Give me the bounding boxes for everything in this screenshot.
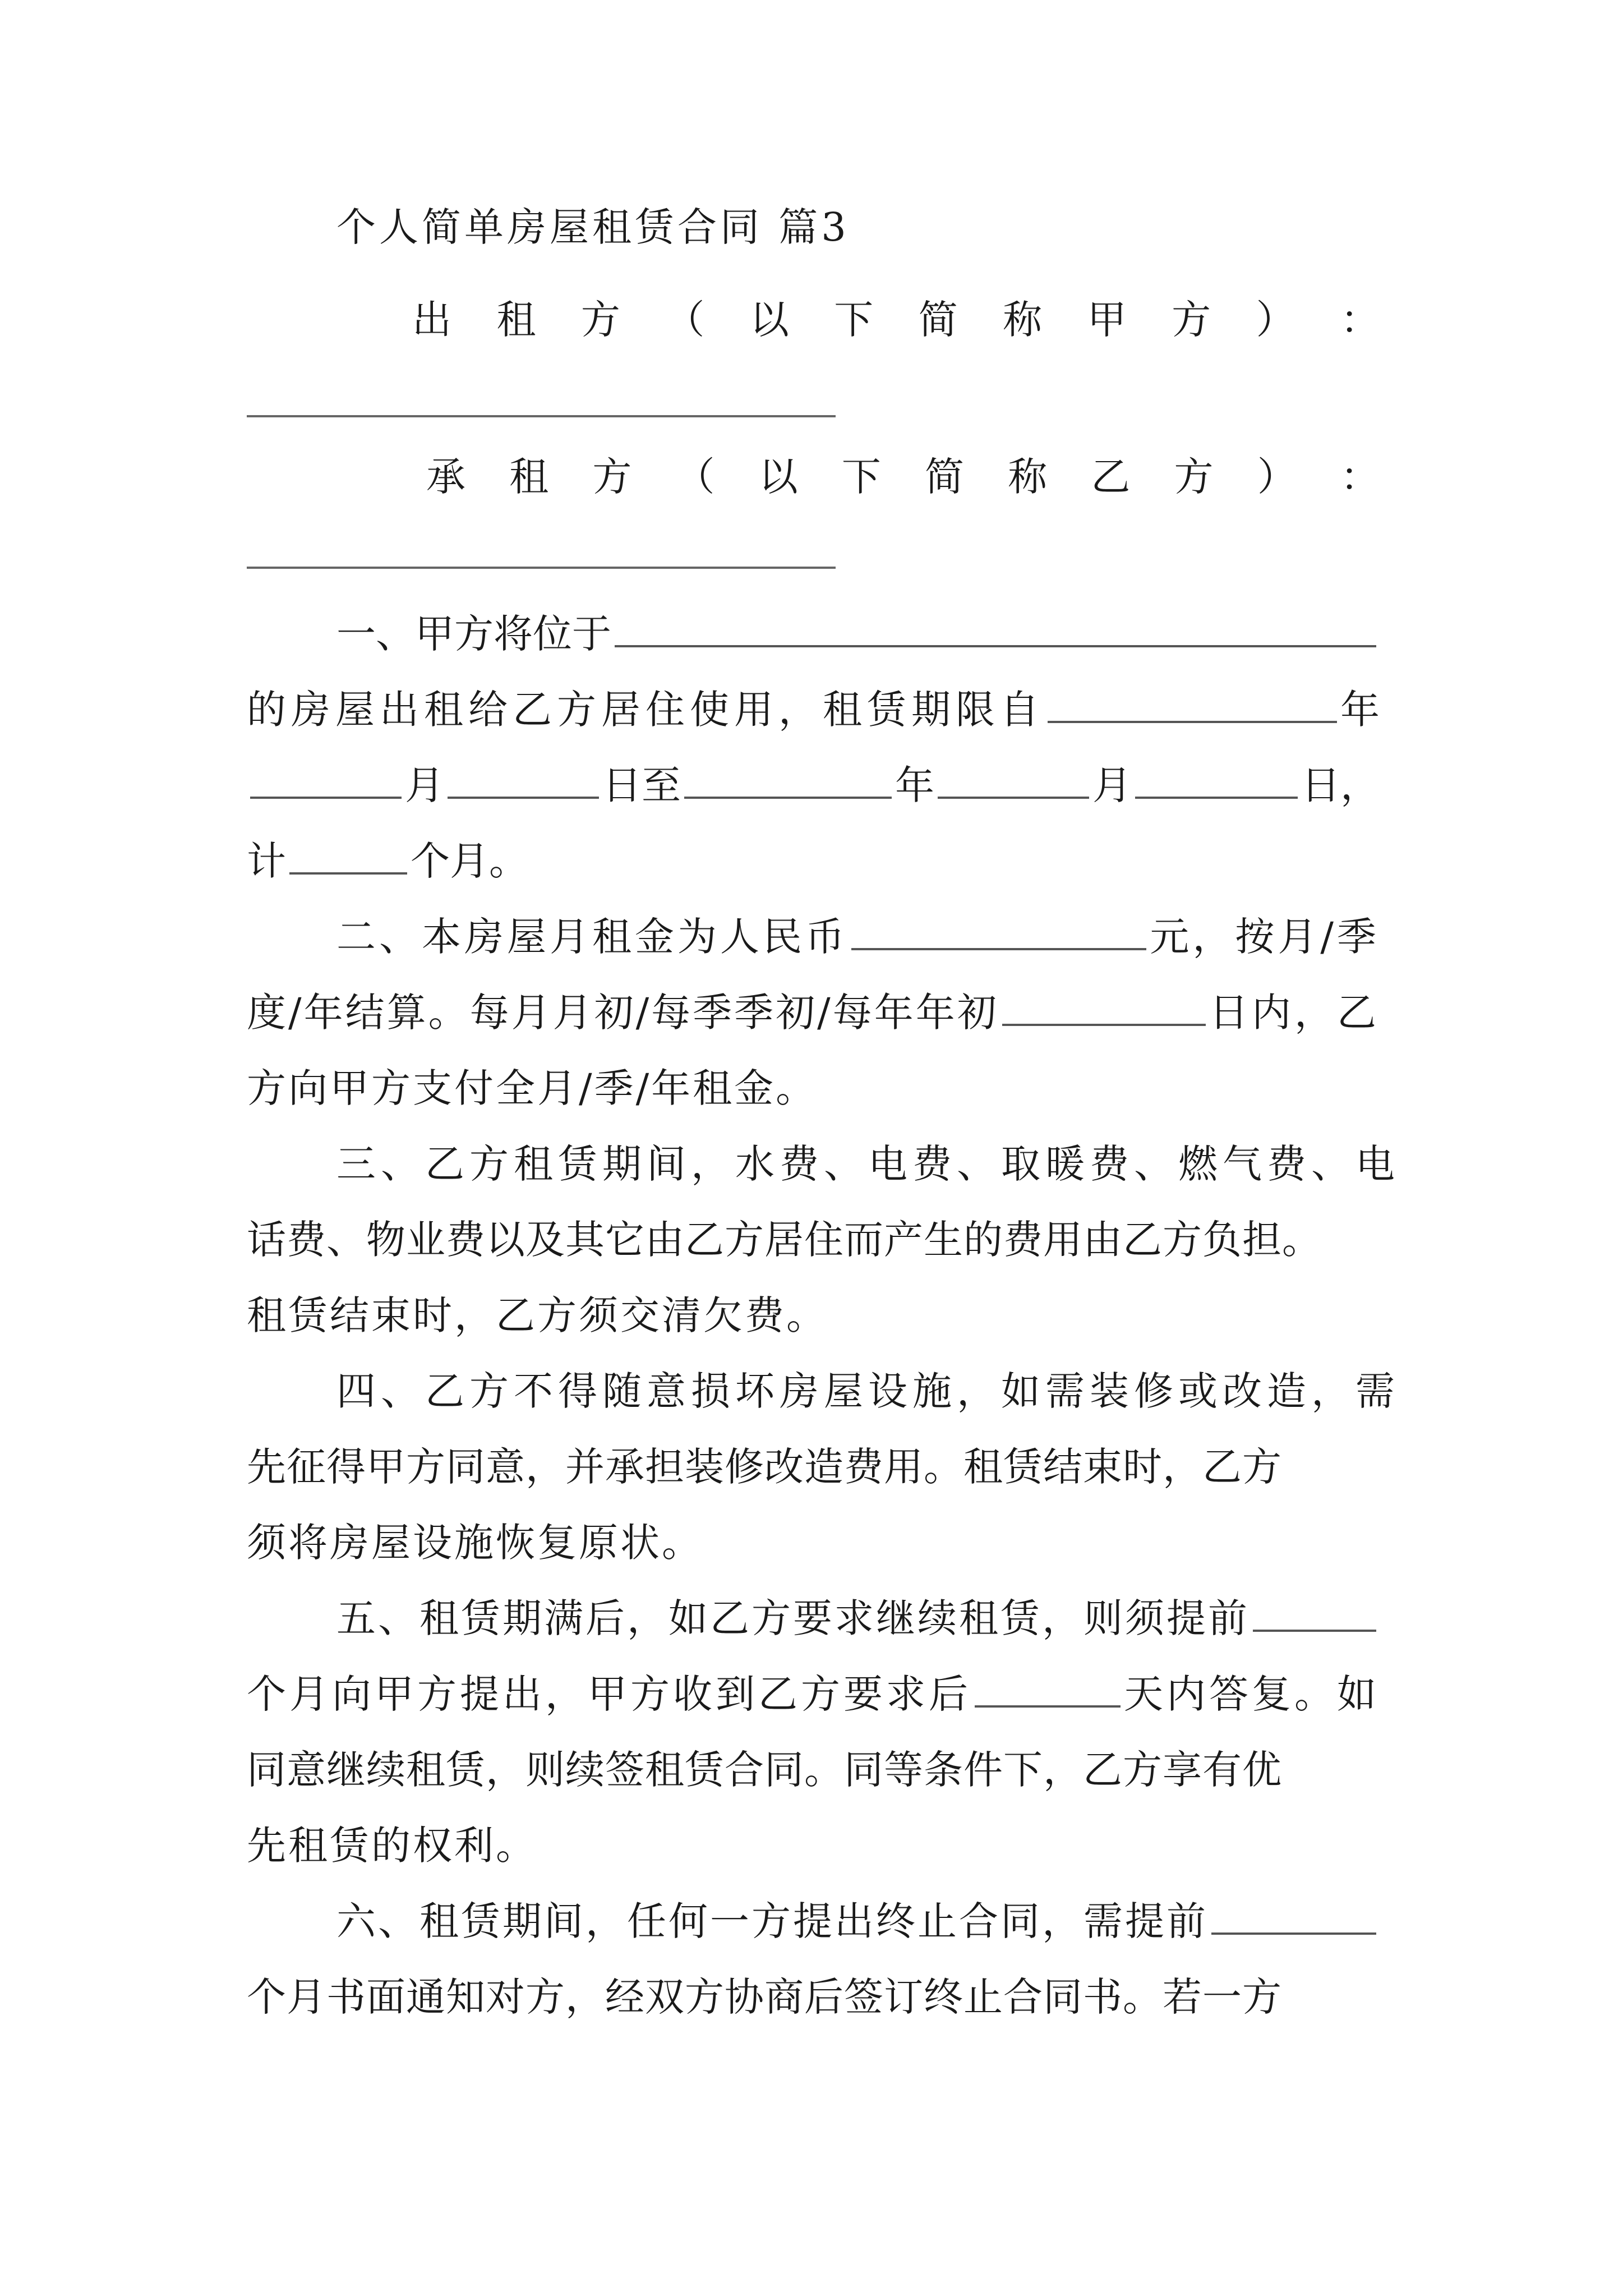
reply-days-blank	[975, 1666, 1121, 1708]
clause-5-text: 五、租赁期满后，如乙方要求继续租赁，则须提前	[336, 1595, 1249, 1641]
clause-1-lead: 一、甲方将位于	[336, 611, 611, 657]
lessee-char: 称	[1008, 454, 1048, 500]
lessor-char: 方	[580, 297, 620, 343]
lessee-char: 方	[1174, 454, 1214, 500]
day-label: 日，	[1301, 762, 1380, 808]
end-month-blank	[938, 757, 1089, 799]
clause-5-text: 个月向甲方提出，甲方收到乙方要求后	[247, 1671, 971, 1717]
clause-3-line-2	[247, 1212, 1380, 1268]
clause-3-line-1	[336, 1136, 1400, 1192]
lessor-char: 下	[834, 297, 874, 343]
renewal-notice-months-blank	[1253, 1590, 1376, 1632]
lessee-char: 以	[758, 454, 798, 500]
clause-2-text: 方向甲方支付全月/季/年租金。	[247, 1065, 818, 1111]
clause-1-line-2	[247, 682, 1380, 738]
clause-4-text: 须将房屋设施恢复原状。	[247, 1520, 703, 1566]
year-label: 年	[1340, 687, 1380, 733]
clause-2-text: 度/年结算。每月月初/每季季初/每年年初	[247, 990, 999, 1036]
clause-2-line-3	[247, 1060, 1380, 1116]
start-day-blank	[448, 757, 599, 799]
total-months-blank	[289, 833, 407, 875]
start-year-blank	[1048, 682, 1337, 723]
clause-5-line-4	[247, 1818, 1380, 1874]
start-month-blank	[250, 757, 402, 799]
clause-5-text: 同意继续租赁，则续签租赁合同。同等条件下，乙方享有优	[247, 1747, 1282, 1793]
clause-2-text: 元，按月/季	[1150, 914, 1380, 960]
month-label: 月	[1092, 762, 1132, 808]
lessee-char: 简	[925, 454, 965, 500]
lessor-char: 方	[1172, 297, 1211, 343]
lessee-label	[426, 449, 1380, 505]
lessor-char: 租	[496, 297, 536, 343]
clause-5-text: 天内答复。如	[1124, 1671, 1380, 1717]
month-label: 月	[405, 762, 444, 808]
year-label: 年	[895, 762, 934, 808]
clause-5-line-1	[336, 1590, 1380, 1646]
lessor-char: 称	[1003, 297, 1043, 343]
lessee-char: 方	[592, 454, 632, 500]
clause-1-line-3	[247, 757, 1380, 813]
document-title: 个人简单房屋租赁合同 篇3	[336, 204, 850, 250]
clause-6-line-1	[336, 1893, 1380, 1949]
lessee-char: ：	[1340, 454, 1380, 500]
clause-3-line-3	[247, 1287, 1380, 1343]
clause-6-text: 六、租赁期间，任何一方提出终止合同，需提前	[336, 1898, 1208, 1944]
clause-4-line-1	[336, 1363, 1400, 1419]
clause-4-line-3	[247, 1515, 1380, 1571]
lessee-char: ）	[1257, 454, 1297, 500]
lessor-char: ）	[1256, 297, 1295, 343]
end-day-blank	[1135, 757, 1298, 799]
clause-2-line-2	[247, 984, 1380, 1041]
clause-1-text: 的房屋出租给乙方居住使用，租赁期限自	[247, 687, 1044, 733]
clause-6-text: 个月书面通知对方，经双方协商后签订终止合同书。若一方	[247, 1974, 1282, 2020]
lessee-name-line	[247, 567, 836, 569]
lessor-char: ：	[1340, 297, 1380, 343]
lessor-char: 甲	[1087, 297, 1127, 343]
lessee-char: （	[675, 454, 715, 500]
clause-2-line-1	[336, 909, 1380, 965]
termination-notice-months-blank	[1211, 1893, 1376, 1935]
months-label: 个月。	[411, 838, 528, 884]
lessor-char: （	[665, 297, 705, 343]
clause-3-text: 三、乙方租赁期间，水费、电费、取暖费、燃气费、电	[336, 1141, 1400, 1187]
day-to-label: 日至	[602, 762, 681, 808]
clause-2-text: 日内，乙	[1209, 990, 1380, 1036]
total-label: 计	[247, 838, 286, 884]
lessor-char: 以	[749, 297, 789, 343]
clause-5-text: 先租赁的权利。	[247, 1823, 537, 1869]
clause-4-text: 先征得甲方同意，并承担装修改造费用。租赁结束时，乙方	[247, 1444, 1282, 1490]
clause-4-text: 四、乙方不得随意损坏房屋设施，如需装修或改造，需	[336, 1368, 1400, 1414]
lessor-char: 简	[918, 297, 958, 343]
lessor-char: 出	[412, 297, 451, 343]
lessee-char: 承	[426, 454, 465, 500]
clause-4-line-2	[247, 1439, 1380, 1495]
payment-days-blank	[1002, 984, 1206, 1026]
clause-1-line-4	[247, 833, 1380, 889]
clause-6-line-2	[247, 1969, 1380, 2025]
lessor-name-line	[247, 415, 836, 417]
lessee-char: 乙	[1091, 454, 1131, 500]
clause-3-text: 话费、物业费以及其它由乙方居住而产生的费用由乙方负担。	[247, 1217, 1322, 1263]
clause-3-text: 租赁结束时，乙方须交清欠费。	[247, 1292, 828, 1338]
end-year-blank	[684, 757, 892, 799]
rent-amount-blank	[851, 909, 1146, 950]
property-address-blank	[615, 606, 1376, 647]
lessee-char: 租	[509, 454, 549, 500]
lessee-char: 下	[841, 454, 881, 500]
clause-1-line-1	[336, 606, 1380, 662]
clause-2-text: 二、本房屋月租金为人民币	[336, 914, 848, 960]
clause-5-line-2	[247, 1666, 1380, 1722]
lessor-label	[412, 292, 1380, 348]
clause-5-line-3	[247, 1742, 1380, 1798]
